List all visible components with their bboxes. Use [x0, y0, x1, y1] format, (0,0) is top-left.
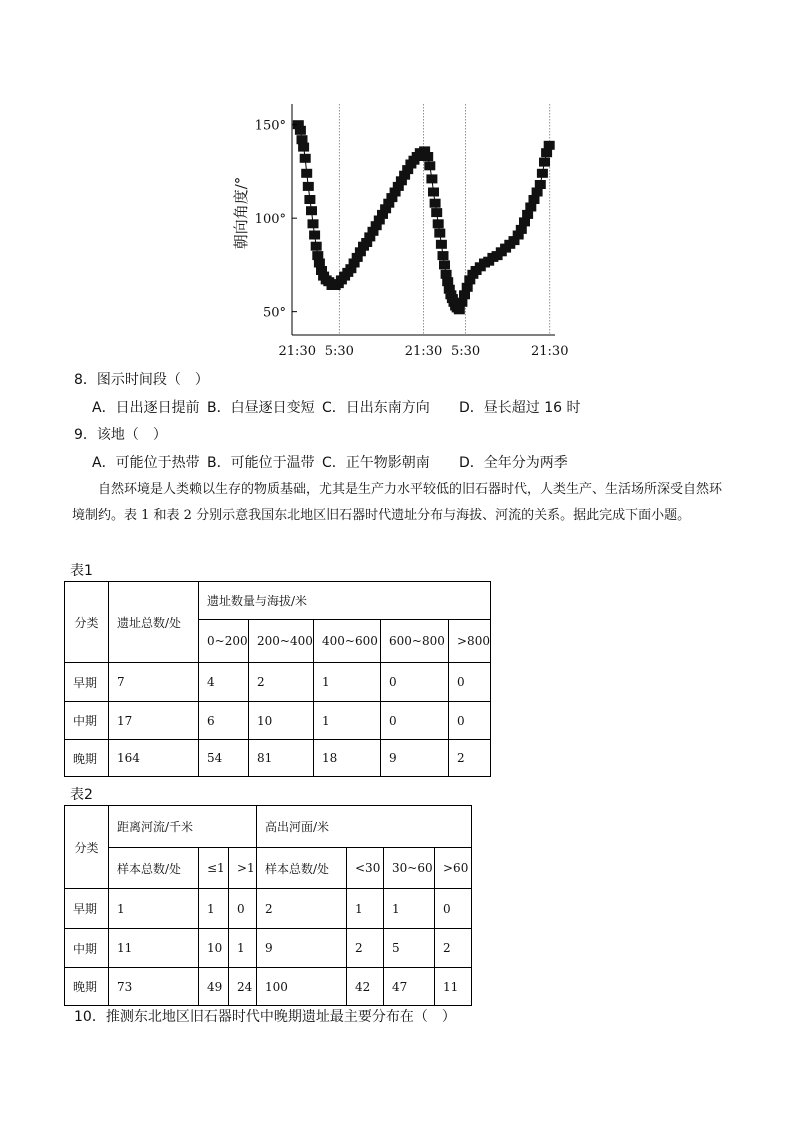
- t2-r1-c7: 2: [435, 929, 472, 968]
- q9-option-b[interactable]: B．可能位于温带: [207, 455, 315, 471]
- t1-r0-c2: 4: [199, 663, 249, 702]
- t2-r1-c2: 10: [199, 929, 229, 968]
- t1-sub-1: 200~400: [249, 620, 314, 663]
- y-tick-label: 50°: [262, 305, 286, 321]
- t2-r2-c2: 49: [199, 968, 229, 1006]
- t2-header-height-above: 高出河面/米: [257, 806, 472, 848]
- t1-r1-c1: 17: [109, 702, 199, 740]
- question-8-stem: 8．图示时间段（ ）: [74, 372, 209, 388]
- x-tick-label: 21:30: [531, 344, 569, 358]
- t2-r2-c3: 24: [229, 968, 257, 1006]
- t2-r2-c6: 47: [384, 968, 435, 1006]
- t2-r0-c7: 0: [435, 889, 472, 929]
- q9-option-d[interactable]: D．全年分为两季: [459, 455, 568, 471]
- q8-option-a[interactable]: A．日出逐日提前: [92, 400, 200, 416]
- q8-option-d[interactable]: D．昼长超过 16 时: [459, 400, 581, 416]
- data-point: [422, 152, 433, 161]
- question-9-stem: 9．该地（ ）: [74, 427, 167, 443]
- data-point: [303, 182, 314, 191]
- orientation-angle-chart: [225, 96, 570, 358]
- t2-r0-c3: 0: [229, 889, 257, 929]
- t1-r0-c4: 1: [314, 663, 381, 702]
- data-point: [306, 206, 317, 215]
- t1-r1-c3: 10: [249, 702, 314, 740]
- question-8: [74, 369, 209, 389]
- data-point: [424, 161, 435, 170]
- t1-r0-c5: 0: [381, 663, 449, 702]
- data-point: [311, 242, 322, 251]
- question-9: [74, 424, 167, 444]
- t1-r2-c2: 54: [199, 740, 249, 777]
- t1-header-total: 遗址总数/处: [109, 582, 199, 663]
- t2-r0-c1: 1: [109, 889, 199, 929]
- t1-r1-c2: 6: [199, 702, 249, 740]
- data-point: [434, 229, 445, 238]
- t2-r1-c6: 5: [384, 929, 435, 968]
- data-point: [433, 219, 444, 228]
- t2-sub-5: 30~60: [384, 848, 435, 889]
- t2-r2-c5: 42: [347, 968, 384, 1006]
- t1-sub-3: 600~800: [381, 620, 449, 663]
- data-point: [309, 231, 320, 240]
- table-row: [65, 663, 491, 702]
- q8-option-b[interactable]: B．白昼逐日变短: [207, 400, 315, 416]
- q9-option-a[interactable]: A．可能位于热带: [92, 455, 200, 471]
- data-point: [436, 240, 447, 249]
- data-point: [428, 188, 439, 197]
- t1-r0-c1: 7: [109, 663, 199, 702]
- data-point: [300, 154, 311, 163]
- y-tick-label: 100°: [254, 212, 286, 228]
- data-point: [544, 141, 555, 150]
- t2-r1-c4: 9: [257, 929, 347, 968]
- y-tick-label: 150°: [254, 118, 286, 134]
- t2-r0-c5: 1: [347, 889, 384, 929]
- t1-r0-c0: 早期: [65, 663, 109, 702]
- t2-r1-c5: 2: [347, 929, 384, 968]
- t2-r0-c4: 2: [257, 889, 347, 929]
- t1-header-altitude: 遗址数量与海拔/米: [199, 582, 491, 620]
- t1-sub-2: 400~600: [314, 620, 381, 663]
- passage-text: 自然环境是人类赖以生存的物质基础，尤其是生产力水平较低的旧石器时代，人类生产、生活场所深受自然环境制约。表 1 和表 2 分别示意我国东北地区旧石器时代遗址分布与海拔、河流的关系。据此完成下面小题。: [72, 482, 723, 523]
- x-tick-label: 21:30: [404, 344, 443, 358]
- t2-r0-c2: 1: [199, 889, 229, 929]
- t1-r1-c4: 1: [314, 702, 381, 740]
- t1-r1-c6: 0: [449, 702, 491, 740]
- data-point: [438, 251, 449, 260]
- t2-sub-3: 样本总数/处: [257, 848, 347, 889]
- data-point: [426, 174, 437, 183]
- t1-r2-c4: 18: [314, 740, 381, 777]
- t1-r2-c6: 2: [449, 740, 491, 777]
- table-row: [65, 968, 472, 1006]
- question-8-options: [92, 397, 581, 417]
- data-point: [308, 219, 319, 228]
- table-row: [65, 929, 472, 968]
- t1-r0-c6: 0: [449, 663, 491, 702]
- t2-sub-4: <30: [347, 848, 384, 889]
- t2-sub-0: 样本总数/处: [109, 848, 199, 889]
- t2-header-river-distance: 距离河流/千米: [109, 806, 257, 848]
- t2-header-class: 分类: [65, 806, 109, 889]
- t2-r2-c0: 晚期: [65, 968, 109, 1006]
- t1-r2-c5: 9: [381, 740, 449, 777]
- data-point: [301, 169, 312, 178]
- t1-r2-c3: 81: [249, 740, 314, 777]
- x-tick-label: 21:30: [278, 344, 316, 358]
- t2-r2-c4: 100: [257, 968, 347, 1006]
- data-point: [537, 169, 548, 178]
- y-axis-label: 朝向角度/°: [232, 176, 250, 250]
- t2-r2-c7: 11: [435, 968, 472, 1006]
- t2-r1-c0: 中期: [65, 929, 109, 968]
- data-point: [298, 143, 309, 152]
- table-2-caption: 表2: [70, 787, 93, 803]
- t1-sub-0: 0~200: [199, 620, 249, 663]
- table-row: [65, 702, 491, 740]
- t2-r0-c0: 早期: [65, 889, 109, 929]
- data-point: [431, 208, 442, 217]
- question-10-stem: 10．推测东北地区旧石器时代中晚期遗址最主要分布在（ ）: [74, 1009, 456, 1025]
- t1-r2-c0: 晚期: [65, 740, 109, 777]
- t2-r1-c1: 11: [109, 929, 199, 968]
- t2-r0-c6: 1: [384, 889, 435, 929]
- t1-r1-c0: 中期: [65, 702, 109, 740]
- t2-sub-6: >60: [435, 848, 472, 889]
- t2-r2-c1: 73: [109, 968, 199, 1006]
- question-10: [74, 1006, 456, 1026]
- x-tick-label: 5:30: [450, 344, 481, 358]
- table-2: [64, 805, 472, 1006]
- question-9-options: [92, 452, 568, 472]
- t1-r0-c3: 2: [249, 663, 314, 702]
- x-tick-label: 5:30: [324, 344, 354, 358]
- t1-r2-c1: 164: [109, 740, 199, 777]
- t1-header-class: 分类: [65, 582, 109, 663]
- t1-r1-c5: 0: [381, 702, 449, 740]
- table-row: [65, 740, 491, 777]
- data-point: [430, 199, 441, 208]
- q8-option-c[interactable]: C．日出东南方向: [322, 400, 430, 416]
- data-point: [439, 260, 450, 269]
- data-point: [295, 126, 306, 135]
- q9-option-c[interactable]: C．正午物影朝南: [322, 455, 430, 471]
- data-point: [539, 158, 550, 167]
- t2-sub-1: ≤1: [199, 848, 229, 889]
- t2-r1-c3: 1: [229, 929, 257, 968]
- table-1-caption: 表1: [70, 563, 93, 579]
- data-point: [535, 180, 546, 189]
- table-1: [64, 581, 491, 777]
- t2-sub-2: >1: [229, 848, 257, 889]
- data-point: [304, 195, 315, 204]
- table-row: [65, 889, 472, 929]
- t1-sub-4: >800: [449, 620, 491, 663]
